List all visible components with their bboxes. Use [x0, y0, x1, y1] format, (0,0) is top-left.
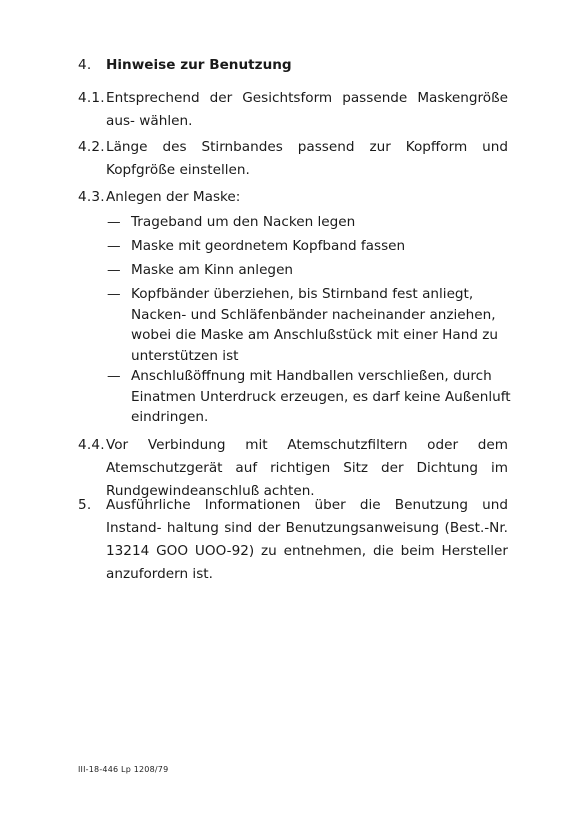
document-code: III-18-446 Lp 1208/79 — [78, 765, 169, 774]
section-text: Ausführliche Informationen über die Benutzung und Instand- haltung sind der Benutzungsanweisung (Best.-Nr. 13214 GOO UOO-92) zu entnehmen, die beim Hersteller anzufordern ist. — [106, 497, 508, 582]
dash-marker: — — [107, 214, 121, 230]
section-text: Länge des Stirnbandes passend zur Kopfform und Kopfgröße einstellen. — [106, 139, 508, 178]
list-item-text: Anschlußöffnung mit Handballen verschließen, durch Einatmen Unterdruck erzeugen, es darf keine Außenluft eindringen. — [131, 368, 511, 425]
list-item-text: Trageband um den Nacken legen — [131, 214, 356, 230]
section-number: 4.4. — [78, 437, 105, 453]
dash-marker: — — [107, 238, 121, 254]
section-number: 4.2. — [78, 139, 105, 155]
list-item-text: Kopfbänder überziehen, bis Stirnband fest anliegt, Nacken- und Schläfenbänder nacheinander anziehen, wobei die Maske am Anschlußstück mit einer Hand zu unterstützen ist — [131, 286, 499, 364]
section-text: Entsprechend der Gesichtsform passende Maskengröße aus- wählen. — [106, 90, 508, 129]
dash-marker: — — [107, 368, 121, 384]
list-item-text: Maske am Kinn anlegen — [131, 262, 294, 278]
section-number: 4. — [78, 57, 92, 73]
dash-marker: — — [107, 262, 121, 278]
section-text: Vor Verbindung mit Atemschutzfiltern oder dem Atemschutzgerät auf richtigen Sitz der Dichtung im Rundgewindeanschluß achten. — [106, 437, 508, 499]
section-title: Hinweise zur Benutzung — [106, 57, 292, 73]
section-number: 5. — [78, 497, 92, 513]
dash-marker: — — [107, 286, 121, 302]
section-number: 4.3. — [78, 189, 105, 205]
section-number: 4.1. — [78, 90, 105, 106]
list-item-text: Maske mit geordnetem Kopfband fassen — [131, 238, 406, 254]
section-text: Anlegen der Maske: — [106, 189, 241, 205]
